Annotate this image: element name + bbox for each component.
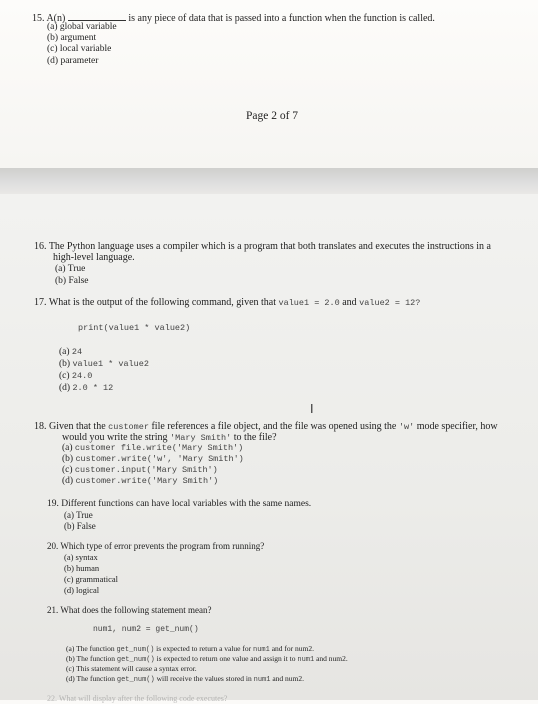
q18-option-a: (a) customer file.write('Mary Smith'): [62, 443, 244, 453]
q21-option-a: (a) The function get_num() is expected to return a value for num1 and for num2.: [66, 644, 314, 654]
q22-partial-text: 22. What will display after the following code executes?: [47, 694, 228, 703]
q17-option-b: (b) value1 * value2: [59, 359, 149, 369]
q20-option-a: (a) syntax: [64, 552, 98, 562]
q18-option-c: (c) customer.input('Mary Smith'): [62, 465, 218, 475]
q16-option-a: (a) True: [55, 264, 86, 274]
q17-code-b: value2 = 12?: [359, 298, 421, 308]
q18-line-2: would you write the string 'Mary Smith' to the file?: [62, 432, 277, 443]
q15-blank: [68, 11, 126, 21]
page-break-band: [0, 168, 538, 194]
page-number-label: Page 2 of 7: [246, 110, 299, 122]
q17-option-a: (a) 24: [59, 347, 83, 357]
q17-option-c: (c) 24.0: [59, 371, 93, 381]
q17-code-a: value1 = 2.0: [278, 298, 340, 308]
q18-line-1: 18. Given that the customer file references a file object, and the file was opened using the 'w' mode specifier, how: [34, 421, 498, 432]
q15-number: 15.: [32, 13, 45, 24]
q21-option-d: (d) The function get_num() will receive the values stored in num1 and num2.: [66, 674, 305, 684]
q17-option-d: (d) 2.0 * 12: [59, 383, 114, 393]
q19-option-a: (a) True: [64, 510, 93, 520]
q16-option-b: (b) False: [55, 276, 89, 286]
q16-line-1: 16. The Python language uses a compiler which is a program that both translates and executes the instructions in a: [34, 241, 491, 252]
text-cursor-icon: I: [310, 402, 314, 416]
q15-option-a: (a) global variable: [47, 22, 117, 32]
question-17: [34, 297, 420, 309]
q16-line-2: high-level language.: [53, 252, 135, 263]
q15-post: is any piece of data that is passed into a function when the function is called.: [128, 13, 435, 24]
q21-option-b: (b) The function get_num() is expected to return one value and assign it to num1 and num2.: [66, 654, 348, 664]
q15-option-c: (c) local variable: [47, 44, 112, 54]
q21-code-line: num1, num2 = get_num(): [93, 625, 199, 634]
q21-text: 21. What does the following statement mean?: [47, 605, 212, 615]
q20-option-c: (c) grammatical: [64, 574, 119, 584]
q17-text-a: 17. What is the output of the following command, given that: [34, 297, 276, 308]
q20-option-d: (d) logical: [64, 585, 100, 595]
q15-option-d: (d) parameter: [47, 56, 99, 66]
q17-code-line: print(value1 * value2): [78, 323, 191, 333]
q17-text-b: and: [342, 297, 357, 308]
q19-option-b: (b) False: [64, 521, 96, 531]
q15-option-b: (b) argument: [47, 33, 97, 43]
q20-text: 20. Which type of error prevents the program from running?: [47, 541, 265, 551]
q19-text: 19. Different functions can have local variables with the same names.: [47, 499, 312, 509]
q18-option-b: (b) customer.write('w', 'Mary Smith'): [62, 454, 244, 464]
q18-option-d: (d) customer.write('Mary Smith'): [62, 476, 219, 486]
q15-pre: A(n): [46, 13, 66, 24]
q21-option-c: (c) This statement will cause a syntax error.: [66, 664, 197, 673]
q20-option-b: (b) human: [64, 563, 100, 573]
